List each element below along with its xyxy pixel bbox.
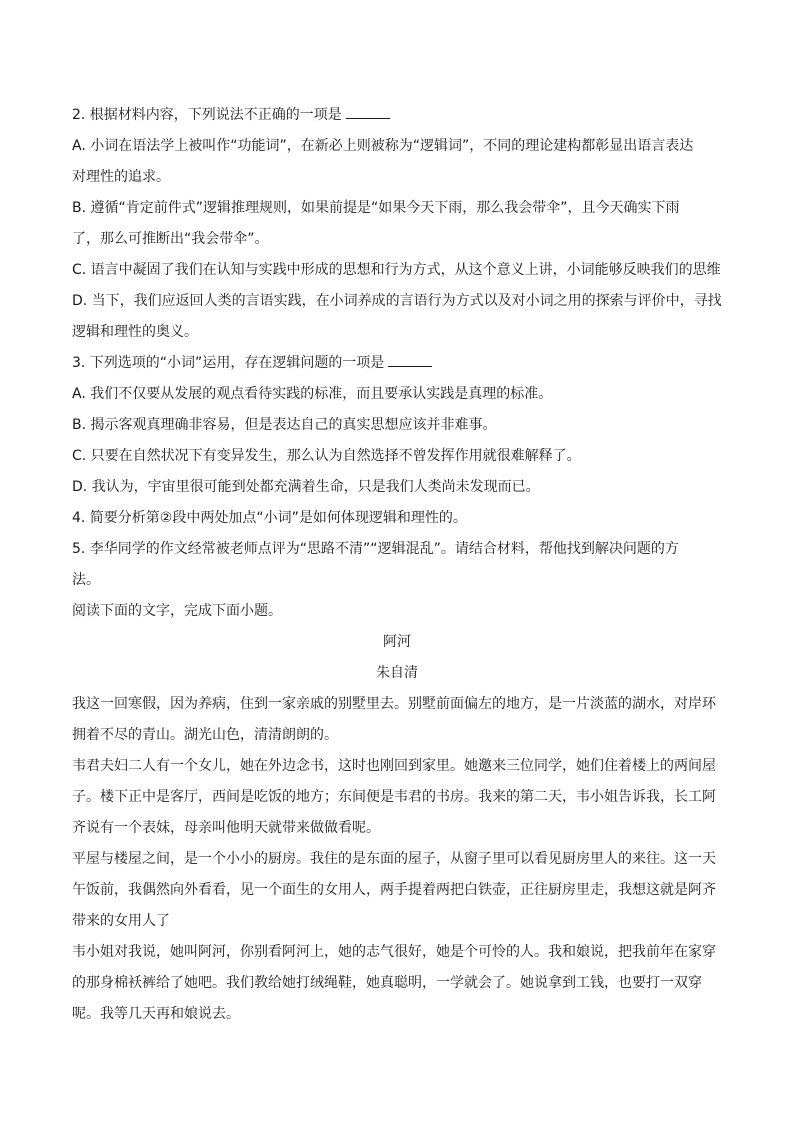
paragraph-2-cont: 子。楼下正中是客厅，西间是吃饭的地方；东间便是韦君的书房。我来的第二天，韦小姐告诉我，长工阿 <box>72 789 716 805</box>
paragraph-2: 韦君夫妇二人有一个女儿，她在外边念书，这时也刚回到家里。她邀来三位同学，她们住着楼上的两间屋 <box>72 758 716 774</box>
q2-option-a-cont: 对理性的追求。 <box>72 169 170 185</box>
article-author: 朱自清 <box>376 665 418 681</box>
q2-option-b-cont: 了，那么可推断出“我会带伞”。 <box>72 231 269 247</box>
article-title: 阿河 <box>383 634 411 650</box>
paragraph-3-cont: 午饭前，我偶然向外看看，见一个面生的女用人，两手提着两把白铁壶，正往厨房里走，我想这就是阿齐 <box>72 882 716 898</box>
q2-option-a: A. 小词在语法学上被叫作“功能词”，在新必上则被称为“逻辑词”，不同的理论建构都彰显出语言表达 <box>72 138 694 154</box>
paragraph-3-cont: 带来的女用人了 <box>72 913 170 929</box>
question-5: 5. 李华同学的作文经常被老师点评为“思路不清”“逻辑混乱”。请结合材料，帮他找到解决问题的方 <box>72 541 679 557</box>
q2-option-b: B. 遵循“肯定前件式”逻辑推理规则，如果前提是“如果今天下雨，那么我会带伞”，且今天确实下雨 <box>72 200 680 216</box>
paragraph-1-cont: 拥着不尽的青山。湖光山色，清清朗朗的。 <box>72 727 338 743</box>
question-3-stem: 3. 下列选项的“小词”运用，存在逻辑问题的一项是 <box>72 348 722 379</box>
document-page <box>72 100 722 1030</box>
q2-option-d: D. 当下，我们应返回人类的言语实践，在小词养成的言语行为方式以及对小词之用的探索与评价中，寻找 <box>72 293 722 309</box>
paragraph-1: 我这一回寒假，因为养病，住到一家亲戚的别墅里去。别墅前面偏左的地方，是一片淡蓝的湖水，对岸环 <box>72 696 716 712</box>
paragraph-4-cont: 呢。我等几天再和娘说去。 <box>72 1006 240 1022</box>
q3-option-b: B. 揭示客观真理确非容易，但是表达自己的真实思想应该并非难事。 <box>72 417 497 433</box>
q2-option-d-cont: 逻辑和理性的奥义。 <box>72 324 198 340</box>
answer-blank <box>388 351 432 367</box>
question-4: 4. 简要分析第②段中两处加点“小词”是如何体现逻辑和理性的。 <box>72 510 467 526</box>
paragraph-4: 韦小姐对我说，她叫阿河，你别看阿河上，她的志气很好，她是个可怜的人。我和娘说，把我前年在家穿 <box>72 944 716 960</box>
question-2-stem: 2. 根据材料内容，下列说法不正确的一项是 <box>72 100 722 131</box>
q3-option-d: D. 我认为，宇宙里很可能到处都充满着生命，只是我们人类尚未发现而已。 <box>72 479 540 495</box>
paragraph-3: 平屋与楼屋之间，是一个小小的厨房。我住的是东面的屋子，从窗子里可以看见厨房里人的来往。这一天 <box>72 851 716 867</box>
q3-option-c: C. 只要在自然状况下有变异发生，那么认为自然选择不曾发挥作用就很难解释了。 <box>72 448 581 464</box>
paragraph-4-cont: 的那身棉袄裤给了她吧。我们教给她打绒绳鞋，她真聪明，一学就会了。她说拿到工钱，也要打一双穿 <box>72 975 702 991</box>
answer-blank <box>346 103 390 119</box>
q3-option-a: A. 我们不仅要从发展的观点看待实践的标准，而且要承认实践是真理的标准。 <box>72 386 553 402</box>
reading-instruction: 阅读下面的文字，完成下面小题。 <box>72 603 282 619</box>
paragraph-2-cont: 齐说有一个表妹，母亲叫他明天就带来做做看呢。 <box>72 820 380 836</box>
q2-option-c: C. 语言中凝固了我们在认知与实践中形成的思想和行为方式，从这个意义上讲，小词能够反映我们的思维 <box>72 262 721 278</box>
question-5-cont: 法。 <box>72 572 100 588</box>
